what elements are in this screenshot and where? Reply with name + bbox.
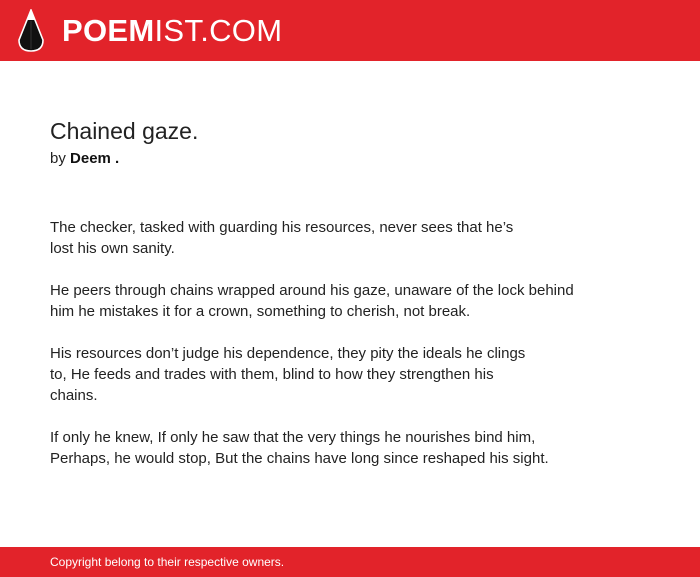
poem-line: He peers through chains wrapped around his gaze, unaware of the lock behind [50,282,574,299]
site-footer [0,547,700,577]
poem-line: him he mistakes it for a crown, something to cherish, not break. [50,303,471,320]
byline-prefix: by [50,150,66,167]
poem-stanza [50,343,650,406]
logo-text-light: IST.COM [154,13,283,48]
poem-body [50,217,650,469]
site-logo-text [62,9,282,52]
poem-stanza [50,217,650,259]
poem-line: chains. [50,387,98,404]
poem-line: The checker, tasked with guarding his resources, never sees that he’s [50,219,514,236]
poem-stanza [50,280,650,322]
poem-stanza [50,427,650,469]
poem-line: lost his own sanity. [50,240,175,257]
poem-line: to, He feeds and trades with them, blind to how they strengthen his [50,366,494,383]
author-name[interactable]: Deem . [70,150,120,167]
poem-title: Chained gaze. [50,118,199,144]
pencil-tip-icon [18,9,44,52]
copyright-text: Copyright belong to their respective owners. [50,555,285,569]
poem-line: His resources don’t judge his dependence, they pity the ideals he clings [50,345,526,362]
poem-line: If only he knew, If only he saw that the very things he nourishes bind him, [50,429,536,446]
poem-byline [50,148,650,170]
site-header [0,0,700,61]
poem-content [50,114,650,490]
poem-line: Perhaps, he would stop, But the chains have long since reshaped his sight. [50,450,549,467]
logo-text-bold: POEM [62,13,155,48]
site-logo-link[interactable] [18,9,282,52]
